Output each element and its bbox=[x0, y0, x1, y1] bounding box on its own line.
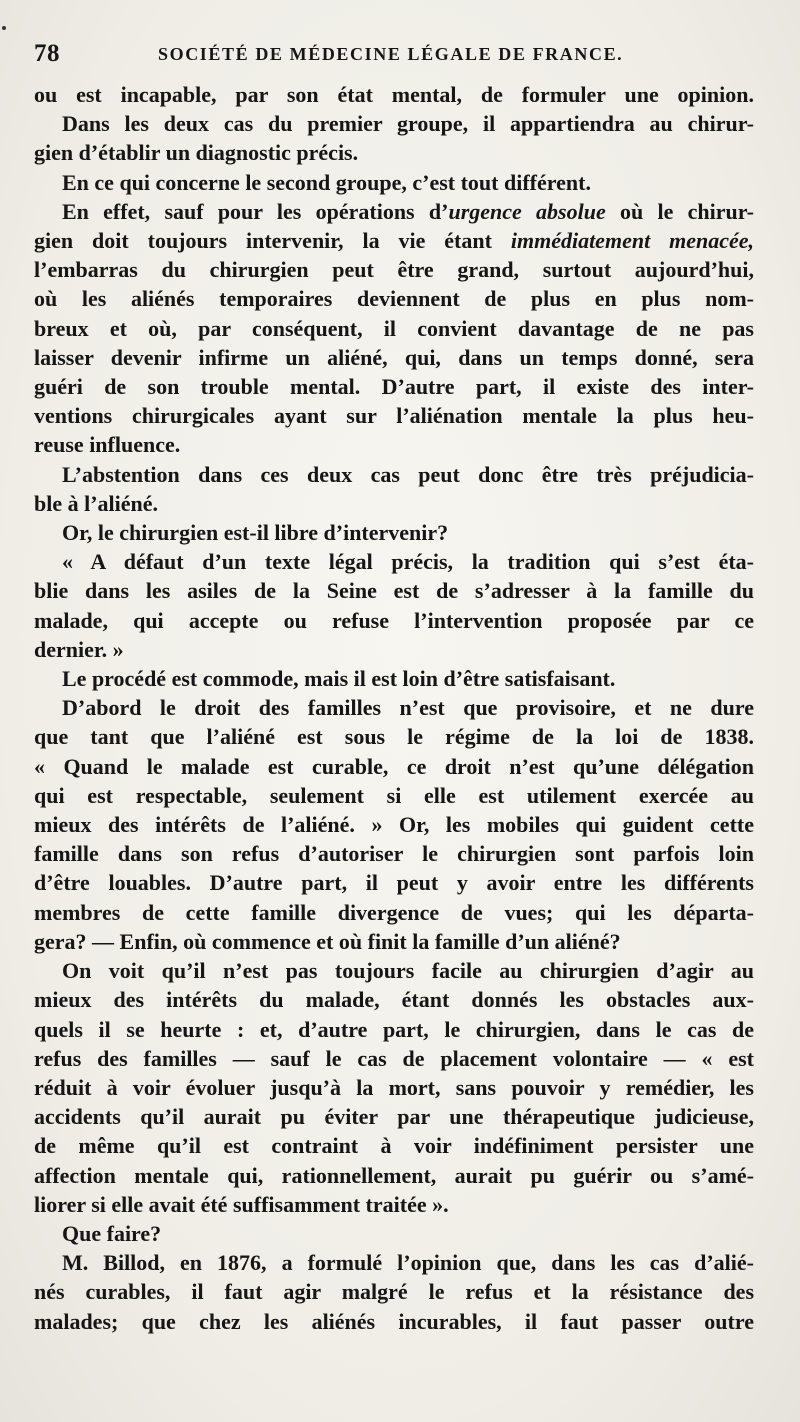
text-line: Que faire? bbox=[62, 1220, 162, 1246]
text-line: d’être louables. D’autre part, il peut y avoir entre les différents bbox=[34, 870, 754, 896]
text-line: L’abstention dans ces deux cas peut donc être très préjudicia- bbox=[62, 461, 754, 487]
text-line: Or, le chirurgien est-il libre d’intervenir? bbox=[62, 520, 449, 546]
text-line: réduit à voir évoluer jusqu’à la mort, sans pouvoir y remédier, les bbox=[34, 1074, 754, 1100]
text-line: affection mentale qui, rationnellement, aurait pu guérir ou s’amé- bbox=[34, 1162, 754, 1188]
italic-phrase: immédiatement menacée, bbox=[510, 228, 754, 254]
text-line: quels il se heurte : et, d’autre part, le chirurgien, dans le cas de bbox=[34, 1016, 754, 1042]
text-line: breux et où, par conséquent, il convient davantage de ne pas bbox=[34, 315, 754, 341]
text-line: dernier. » bbox=[34, 636, 124, 662]
text-line: membres de cette famille divergence de vues; qui les départa- bbox=[34, 899, 754, 925]
text-line: de même qu’il est contraint à voir indéfiniment persister une bbox=[34, 1133, 754, 1159]
text-line: ou est incapable, par son état mental, de formuler une opinion. bbox=[34, 82, 754, 107]
text-line: laisser devenir infirme un aliéné, qui, dans un temps donné, sera bbox=[34, 344, 754, 370]
text-line: accidents qu’il aurait pu éviter par une thérapeutique judicieuse, bbox=[34, 1104, 754, 1130]
text-line: l’embarras du chirurgien peut être grand, surtout aujourd’hui, bbox=[34, 257, 754, 283]
text-line: « Quand le malade est curable, ce droit n’est qu’une délégation bbox=[34, 753, 754, 779]
text-line: On voit qu’il n’est pas toujours facile au chirurgien d’agir au bbox=[62, 958, 754, 984]
text-line: mieux des intérêts du malade, étant donnés les obstacles aux- bbox=[34, 987, 754, 1013]
page-number: 78 bbox=[34, 40, 60, 67]
page-header bbox=[34, 40, 754, 74]
text-line: ble à l’aliéné. bbox=[34, 490, 159, 516]
text-line: gera? — Enfin, où commence et où finit la famille d’un aliéné? bbox=[34, 928, 621, 954]
text-line: Le procédé est commode, mais il est loin d’être satisfaisant. bbox=[62, 666, 616, 692]
text-line: gien d’établir un diagnostic précis. bbox=[34, 140, 359, 166]
text-line: reuse influence. bbox=[34, 432, 181, 458]
text-line: M. Billod, en 1876, a formulé l’opinion que, dans les cas d’alié- bbox=[62, 1250, 754, 1276]
italic-phrase: urgence absolue bbox=[448, 198, 606, 224]
text-line: guéri de son trouble mental. D’autre part, il existe des inter- bbox=[34, 374, 754, 400]
text-line: Dans les deux cas du premier groupe, il appartiendra au chirur- bbox=[62, 111, 754, 137]
text-line: que tant que l’aliéné est sous le régime de la loi de 1838. bbox=[34, 724, 754, 750]
text-segment: gien doit toujours intervenir, la vie étant bbox=[34, 228, 511, 254]
body-text bbox=[34, 80, 754, 1336]
speck-mark bbox=[2, 26, 6, 30]
text-line: « A défaut d’un texte légal précis, la tradition qui s’est éta- bbox=[62, 549, 754, 575]
text-line: D’abord le droit des familles n’est que provisoire, et ne dure bbox=[62, 695, 754, 721]
text-line: liorer si elle avait été suffisamment traitée ». bbox=[34, 1191, 449, 1217]
text-segment: En effet, sauf pour les opérations d’ bbox=[62, 198, 449, 224]
text-line: famille dans son refus d’autoriser le chirurgien sont parfois loin bbox=[34, 841, 754, 867]
text-segment: où le chirur- bbox=[605, 198, 755, 224]
text-line: où les aliénés temporaires deviennent de plus en plus nom- bbox=[34, 286, 754, 312]
text-line: ventions chirurgicales ayant sur l’aliénation mentale la plus heu- bbox=[34, 403, 754, 429]
running-head: SOCIÉTÉ DE MÉDECINE LÉGALE DE FRANCE. bbox=[158, 44, 624, 64]
text-line: qui est respectable, seulement si elle est utilement exercée au bbox=[34, 782, 754, 808]
text-line: nés curables, il faut agir malgré le refus et la résistance des bbox=[34, 1279, 754, 1305]
text-line: refus des familles — sauf le cas de placement volontaire — « est bbox=[34, 1045, 754, 1071]
text-line: malades; que chez les aliénés incurables, il faut passer outre bbox=[34, 1308, 754, 1334]
text-line bbox=[34, 226, 754, 255]
text-line: blie dans les asiles de la Seine est de s’adresser à la famille du bbox=[34, 578, 754, 604]
text-line: En ce qui concerne le second groupe, c’est tout différent. bbox=[62, 169, 591, 195]
text-line: malade, qui accepte ou refuse l’intervention proposée par ce bbox=[34, 607, 754, 633]
text-line bbox=[34, 197, 754, 226]
text-line: mieux des intérêts de l’aliéné. » Or, les mobiles qui guident cette bbox=[34, 812, 754, 838]
